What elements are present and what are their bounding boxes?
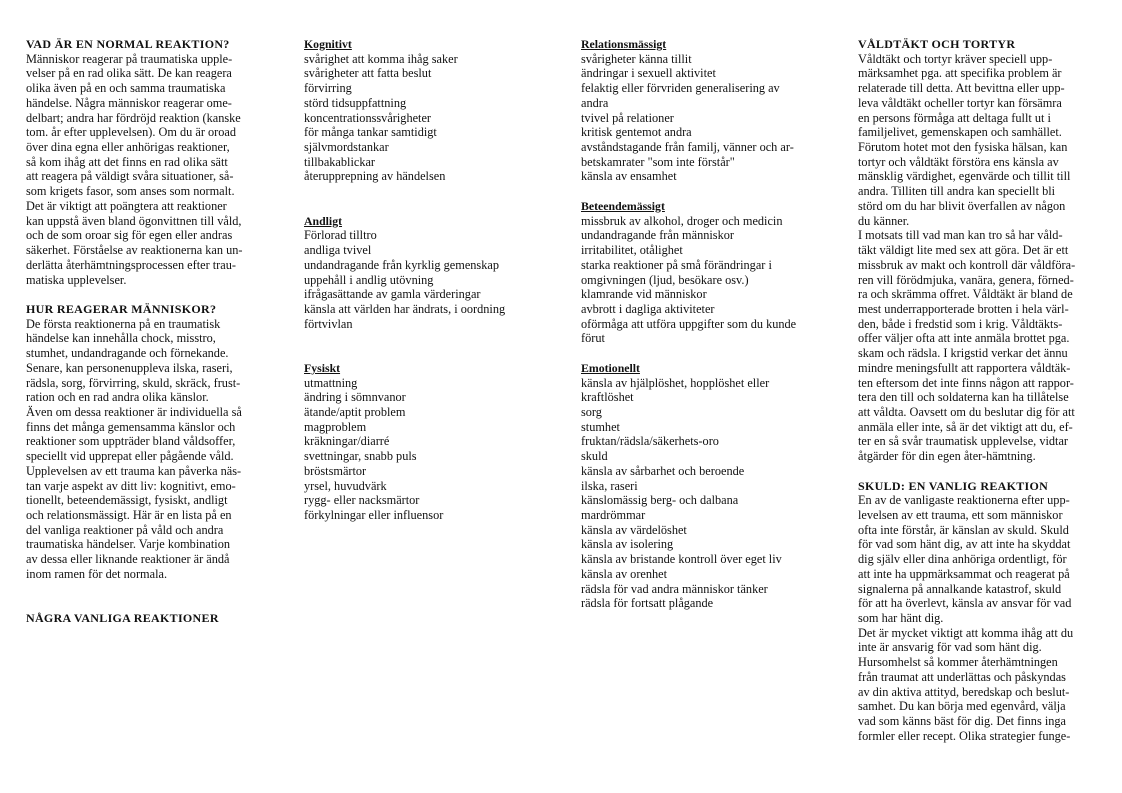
- text-line: skam och rädsla. I krigstid verkar det ännu: [858, 346, 1068, 361]
- list-item: omgivningen (ljud, besökare osv.): [581, 272, 749, 287]
- text-line: störd om du har blivit överfallen av någon: [858, 198, 1066, 213]
- text-line: formler eller recept. Olika strategier funge-: [858, 728, 1071, 743]
- list-item: för många tankar samtidigt: [304, 125, 437, 140]
- text-line: Det är viktigt att poängtera att reaktioner: [26, 198, 227, 213]
- list-item: förtvivlan: [304, 316, 353, 331]
- list-item: magproblem: [304, 419, 367, 434]
- list-item: fruktan/rädsla/säkerhets-oro: [581, 434, 719, 449]
- section: [26, 611, 276, 626]
- text-line: ra och skrämma offret. Våldtäkt är bland de: [858, 287, 1073, 302]
- list-item: andliga tvivel: [304, 243, 372, 258]
- text-line: signalerna på annalkande katastrof, skuld: [858, 581, 1062, 596]
- list-item: felaktig eller förvriden generalisering av: [581, 81, 780, 96]
- list-item: yrsel, huvudvärk: [304, 478, 387, 493]
- list-item: undandragande från kyrklig gemenskap: [304, 257, 499, 272]
- text-line: andra. Tilliten till andra kan speciellt bli: [858, 184, 1056, 199]
- section: [304, 214, 554, 332]
- text-line: av din aktiva attityd, beredskap och beslut-: [858, 684, 1070, 699]
- list-item: koncentrationssvårigheter: [304, 110, 432, 125]
- list-item: förkylningar eller influensor: [304, 508, 444, 522]
- text-line: märksamhet pga. att specifika problem är: [858, 66, 1062, 81]
- text-line: delbart; andra har fördröjd reaktion (kanske: [26, 110, 241, 125]
- text-line: som krigets fasor, som anses som normalt.: [26, 184, 235, 199]
- list-item: kraftlöshet: [581, 390, 634, 405]
- text-line: täkt väldigt lite med sex att göra. Det är ett: [858, 243, 1069, 258]
- list-item: svårigheter känna tillit: [581, 51, 692, 66]
- column-1: [26, 37, 276, 626]
- list-item: förut: [581, 331, 605, 346]
- text-line: inom ramen för det normala.: [26, 566, 168, 581]
- list-item: känslomässig berg- och dalbana: [581, 493, 739, 508]
- text-line: Senare, kan personenuppleva ilska, raseri,: [26, 360, 233, 375]
- text-line: som har hänt dig.: [858, 611, 944, 626]
- text-line: relaterade till detta. Att bevittna eller upp-: [858, 81, 1065, 96]
- list-item: mardrömmar: [581, 508, 646, 522]
- text-line: en persons förmåga att deltaga fullt ut i: [858, 110, 1051, 125]
- text-line: och relationsmässigt. Här är en lista på en: [26, 508, 232, 522]
- text-line: vad som känns bäst för dig. Det finns inga: [858, 714, 1066, 729]
- text-line: Även om dessa reaktioner är individuella så: [26, 404, 242, 419]
- list-item: ändringar i sexuell aktivitet: [581, 66, 716, 81]
- text-line: De första reaktionerna på en traumatisk: [26, 316, 221, 331]
- list-item: stumhet: [581, 419, 620, 434]
- text-line: anmäla eller inte, så är det viktigt att du, ef-: [858, 419, 1073, 434]
- text-line: åtgärder för din egen åter-hämtning.: [858, 449, 1036, 464]
- section-heading: VÅLDTÄKT OCH TORTYR: [858, 37, 1016, 51]
- list-item: skuld: [581, 449, 608, 464]
- text-line: Förutom hotet mot den fysiska hälsan, kan: [858, 140, 1068, 155]
- list-item: Förlorad tilltro: [304, 228, 377, 243]
- text-line: att inte ha uppmärksammat och reagerat på: [858, 566, 1070, 581]
- text-line: att våldta. Oavsett om du beslutar dig för att: [858, 404, 1075, 419]
- text-line: att reagera på väldigt svåra situationer, så-: [26, 169, 234, 184]
- list-item: känsla av bristande kontroll över eget liv: [581, 552, 782, 567]
- text-line: speciellt vid upprepat eller pågående våld.: [26, 449, 234, 464]
- text-line: del vanliga reaktioner på våld och andra: [26, 522, 224, 537]
- list-item: avståndstagande från familj, vänner och ar-: [581, 140, 794, 155]
- section-heading: SKULD: EN VANLIG REAKTION: [858, 478, 1049, 493]
- list-item: rygg- eller nacksmärtor: [304, 493, 420, 508]
- section-heading: NÅGRA VANLIGA REAKTIONER: [26, 611, 219, 626]
- category-heading: Fysiskt: [304, 360, 341, 375]
- text-line: stumhet, undandragande och förnekande.: [26, 346, 229, 361]
- list-item: ätande/aptit problem: [304, 404, 406, 419]
- list-item: rädsla för vad andra människor tänker: [581, 581, 768, 596]
- text-line: kan uppstå även bland ögonvittnen till våld,: [26, 213, 242, 228]
- section: [858, 479, 1108, 744]
- list-item: svårighet att komma ihåg saker: [304, 51, 458, 66]
- text-line: Hursomhelst så kommer återhämtningen: [858, 655, 1058, 670]
- list-item: undandragande från människor: [581, 228, 734, 243]
- text-line: tera den till och soldaterna kan ha tillåtelse: [858, 390, 1069, 405]
- section: [304, 37, 554, 184]
- list-item: svettningar, snabb puls: [304, 449, 417, 464]
- text-line: för att ha överlevt, känsla av ansvar för vad: [858, 596, 1072, 611]
- text-line: händelse. Några människor reagerar ome-: [26, 95, 232, 110]
- list-item: känsla av ensamhet: [581, 169, 677, 184]
- list-item: kritisk gentemot andra: [581, 125, 692, 140]
- list-item: oförmåga att utföra uppgifter som du kunde: [581, 316, 797, 331]
- text-line: inte är ansvarig för vad som hänt dig.: [858, 640, 1042, 655]
- text-line: I motsats till vad man kan tro så har våld-: [858, 228, 1063, 243]
- text-line: derlätta återhämtningsprocessen efter trau-: [26, 257, 236, 272]
- list-item: ilska, raseri: [581, 478, 638, 493]
- list-item: klamrande vid människor: [581, 287, 707, 302]
- category-heading: Kognitivt: [304, 37, 352, 51]
- text-line: från traumat att underlättas och påskyndas: [858, 669, 1066, 684]
- list-item: tvivel på relationer: [581, 110, 674, 125]
- text-line: Upplevelsen av ett trauma kan påverka näs-: [26, 463, 242, 478]
- text-line: ofta inte förstår, är känslan av skuld. Skuld: [858, 522, 1069, 537]
- text-line: reaktioner som uppträder bland våldsoffer,: [26, 434, 236, 449]
- text-line: mindre meningsfullt att rapportera våldtäk-: [858, 360, 1071, 375]
- text-line: ration och en rad andra olika känslor.: [26, 390, 209, 405]
- section: [858, 37, 1108, 464]
- list-item: känsla av isolering: [581, 537, 674, 552]
- list-item: självmordstankar: [304, 140, 389, 155]
- text-line: händelse kan innehålla chock, misstro,: [26, 331, 216, 346]
- text-line: matiska upplevelser.: [26, 272, 127, 287]
- list-item: återupprepning av händelsen: [304, 169, 446, 184]
- list-item: rädsla för fortsatt plågande: [581, 596, 714, 611]
- section-heading: VAD ÄR EN NORMAL REAKTION?: [26, 37, 230, 51]
- list-item: ifrågasättande av gamla värderingar: [304, 287, 481, 302]
- text-line: mänsklig värdighet, egenvärde och tillit till: [858, 169, 1071, 184]
- text-line: av dessa eller liknande reaktioner är ändå: [26, 552, 230, 567]
- text-line: och de som oroar sig för egen eller andras: [26, 228, 233, 243]
- list-item: ändring i sömnvanor: [304, 390, 406, 405]
- text-line: mest underrapporterade brotten i hela värl-: [858, 301, 1069, 316]
- text-line: familjelivet, gemenskapen och samhället.: [858, 125, 1062, 140]
- category-heading: Andligt: [304, 213, 343, 228]
- text-line: den, både i fredstid som i krig. Våldtäkts-: [858, 316, 1063, 331]
- list-item: betskamrater "som inte förstår": [581, 154, 735, 169]
- section: [581, 361, 831, 611]
- section: [304, 361, 554, 523]
- text-line: ter en så svår traumatisk upplevelse, vidtar: [858, 434, 1069, 449]
- category-heading: Emotionellt: [581, 360, 640, 375]
- text-line: Våldtäkt och tortyr kräver speciell upp-: [858, 51, 1053, 66]
- list-item: förvirring: [304, 81, 352, 96]
- list-item: andra: [581, 95, 609, 110]
- list-item: svårigheter att fatta beslut: [304, 66, 432, 81]
- text-line: säkerhet. Förståelse av reaktionerna kan un-: [26, 243, 243, 258]
- list-item: känsla att världen har ändrats, i oordning: [304, 301, 506, 316]
- list-item: uppehåll i andlig utövning: [304, 272, 434, 287]
- section: [581, 199, 831, 346]
- list-item: irritabilitet, otålighet: [581, 243, 683, 258]
- text-line: missbruk av makt och kontroll där våldföra-: [858, 257, 1076, 272]
- list-item: kräkningar/diarré: [304, 434, 390, 449]
- text-line: för vad som hänt dig, av att inte ha skyddat: [858, 537, 1071, 552]
- text-line: levelsen av ett trauma, ett som människor: [858, 508, 1063, 522]
- text-line: du känner.: [858, 213, 910, 228]
- text-line: offer väljer ofta att inte anmäla brottet pga.: [858, 331, 1070, 346]
- text-line: rädsla, sorg, förvirring, skuld, skräck, frust-: [26, 375, 241, 390]
- text-line: dig själv eller dina anhöriga ordentligt, för: [858, 552, 1067, 567]
- text-line: finns det många gemensamma känslor och: [26, 419, 236, 434]
- text-line: olika även på en och samma traumatiska: [26, 81, 226, 96]
- category-heading: Beteendemässigt: [581, 198, 665, 213]
- list-item: avbrott i dagliga aktiviteter: [581, 301, 715, 316]
- section: [581, 37, 831, 184]
- list-item: känsla av orenhet: [581, 566, 668, 581]
- text-line: leva våldtäkt ocheller tortyr kan försämra: [858, 95, 1062, 110]
- text-line: över dina egna eller anhörigas reaktioner,: [26, 140, 230, 155]
- list-item: känsla av värdelöshet: [581, 522, 687, 537]
- text-line: ren vill förödmjuka, vanära, genera, förned-: [858, 272, 1074, 287]
- list-item: missbruk av alkohol, droger och medicin: [581, 213, 783, 228]
- text-line: tortyr och våldtäkt förstöra ens känsla av: [858, 154, 1059, 169]
- list-item: känsla av hjälplöshet, hopplöshet eller: [581, 375, 770, 390]
- text-line: så kom ihåg att det finns en rad olika sätt: [26, 154, 228, 169]
- list-item: tillbakablickar: [304, 154, 376, 169]
- section: [26, 37, 276, 287]
- column-2: [304, 37, 554, 523]
- list-item: utmattning: [304, 375, 358, 390]
- list-item: känsla av sårbarhet och beroende: [581, 463, 745, 478]
- section: [26, 302, 276, 582]
- column-4: [858, 37, 1108, 744]
- text-line: velser på en rad olika sätt. De kan reagera: [26, 66, 232, 81]
- text-line: ten eftersom det inte finns någon att rappor-: [858, 375, 1074, 390]
- text-line: traumatiska händelser. Varje kombination: [26, 537, 230, 552]
- list-item: störd tidsuppfattning: [304, 95, 407, 110]
- section-heading: HUR REAGERAR MÄNNISKOR?: [26, 301, 217, 316]
- text-line: tan varje aspekt av ditt liv: kognitivt, emo-: [26, 478, 236, 493]
- category-heading: Relationsmässigt: [581, 37, 667, 51]
- text-line: tionellt, beteendemässigt, fysiskt, andligt: [26, 493, 228, 508]
- column-3: [581, 37, 831, 611]
- text-line: Det är mycket viktigt att komma ihåg att du: [858, 625, 1074, 640]
- text-line: En av de vanligaste reaktionerna efter upp-: [858, 493, 1070, 508]
- list-item: starka reaktioner på små förändringar i: [581, 257, 772, 272]
- text-line: tom. år efter upplevelsen). Om du är oroad: [26, 125, 236, 140]
- text-line: Människor reagerar på traumatiska upple-: [26, 51, 233, 66]
- text-line: samhet. Du kan börja med egenvård, välja: [858, 699, 1066, 714]
- list-item: bröstsmärtor: [304, 463, 367, 478]
- list-item: sorg: [581, 404, 602, 419]
